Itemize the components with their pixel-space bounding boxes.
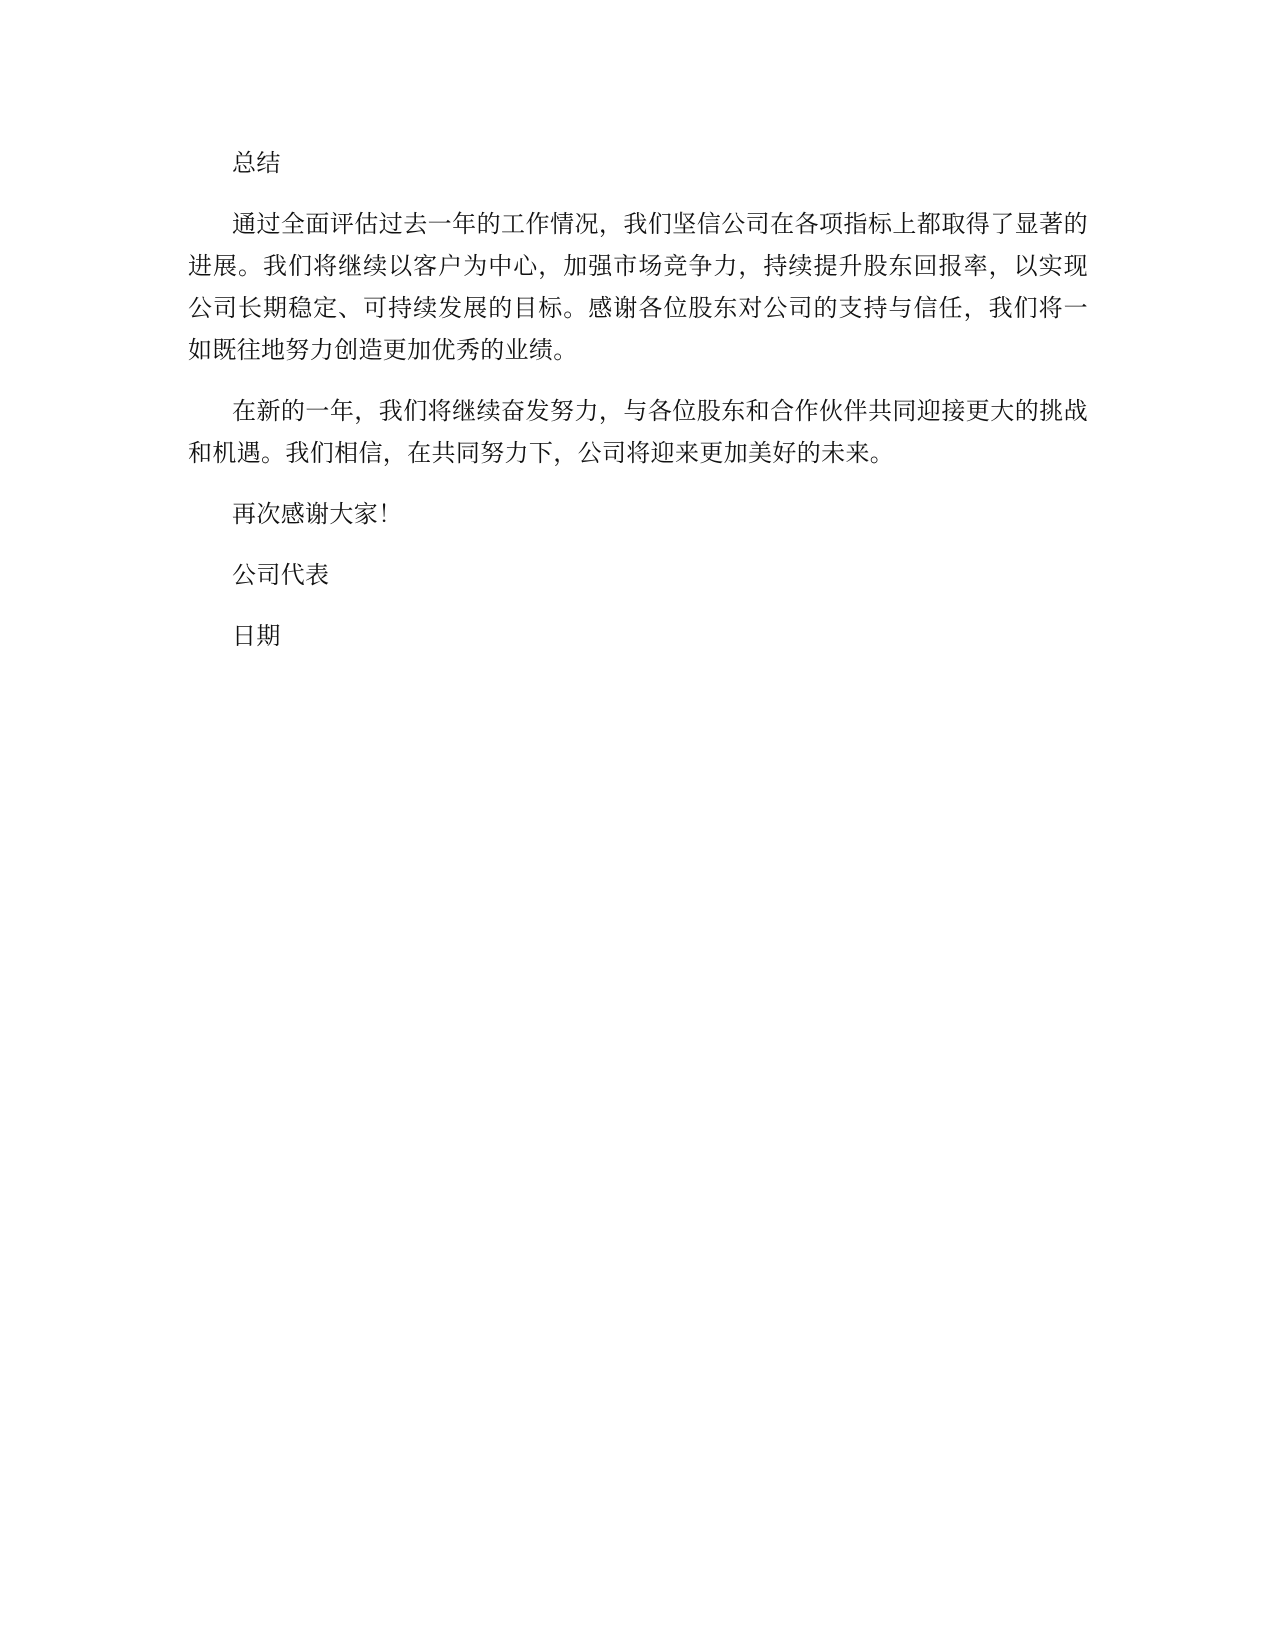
signature-line: 公司代表 [232,561,330,589]
date-line: 日期 [232,622,281,650]
section-heading: 总结 [232,149,281,177]
thanks-line: 再次感谢大家！ [232,500,403,528]
summary-paragraph: 通过全面评估过去一年的工作情况，我们坚信公司在各项指标上都取得了显著的进展。我们将继续以客户为中心，加强市场竞争力，持续提升股东回报率，以实现公司长期稳定、可持续发展的目标。感谢各位股东对公司的支持与信任，我们将一如既往地努力创造更加优秀的业绩。 [188,210,1088,364]
document-body [188,142,1088,676]
outlook-paragraph: 在新的一年，我们将继续奋发努力，与各位股东和合作伙伴共同迎接更大的挑战和机遇。我们相信，在共同努力下，公司将迎来更加美好的未来。 [188,397,1088,467]
